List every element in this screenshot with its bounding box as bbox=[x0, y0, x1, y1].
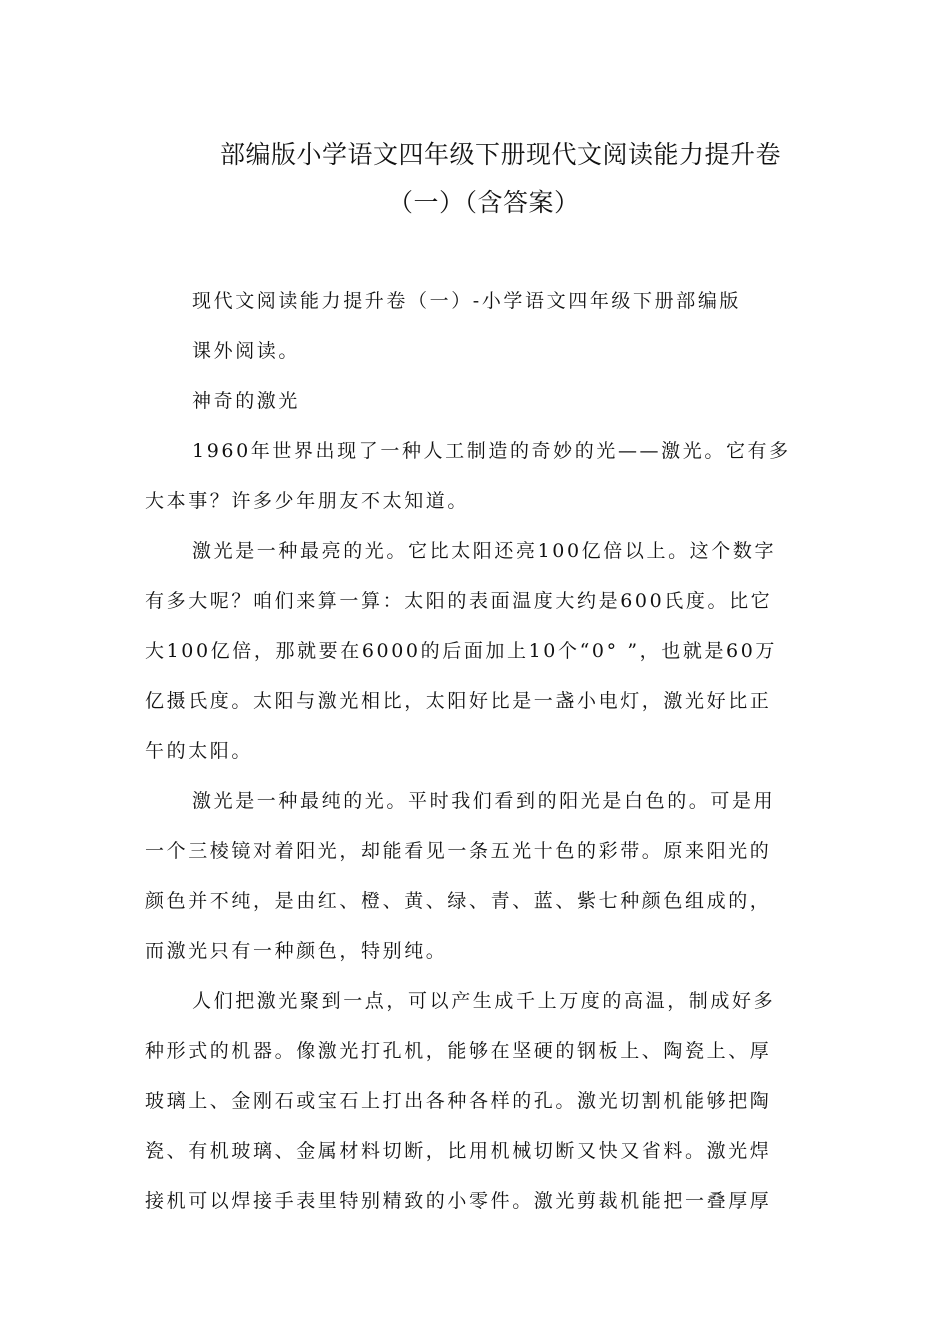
passage-title: 神奇的激光 bbox=[192, 390, 301, 412]
instruction-line: 课外阅读。 bbox=[192, 340, 301, 362]
paragraph-line: 种形式的机器。像激光打孔机，能够在坚硬的钢板上、陶瓷上、厚 bbox=[145, 1040, 772, 1062]
paragraph-line: 有多大呢？咱们来算一算：太阳的表面温度大约是600氏度。比它 bbox=[145, 590, 773, 612]
paragraph-line: 玻璃上、金刚石或宝石上打出各种各样的孔。激光切割机能够把陶 bbox=[145, 1090, 772, 1112]
paragraph-line: 激光是一种最亮的光。它比太阳还亮100亿倍以上。这个数字 bbox=[192, 540, 777, 562]
paragraph-line: 颜色并不纯，是由红、橙、黄、绿、青、蓝、紫七种颜色组成的， bbox=[145, 890, 772, 912]
intro-line: 现代文阅读能力提升卷（一）-小学语文四年级下册部编版 bbox=[192, 290, 742, 312]
paragraph-line: 接机可以焊接手表里特别精致的小零件。激光剪裁机能把一叠厚厚 bbox=[145, 1190, 772, 1212]
paragraph-line: 激光是一种最纯的光。平时我们看到的阳光是白色的。可是用 bbox=[192, 790, 776, 812]
paragraph-line: 瓷、有机玻璃、金属材料切断，比用机械切断又快又省料。激光焊 bbox=[145, 1140, 772, 1162]
paragraph-line: 一个三棱镜对着阳光，却能看见一条五光十色的彩带。原来阳光的 bbox=[145, 840, 772, 862]
paragraph-line: 大100亿倍，那就要在6000的后面加上10个“0° ”，也就是60万 bbox=[145, 640, 778, 662]
document-subtitle: （一）（含答案） bbox=[388, 188, 580, 217]
paragraph-line: 而激光只有一种颜色，特别纯。 bbox=[145, 940, 448, 962]
paragraph-line: 大本事？许多少年朋友不太知道。 bbox=[145, 490, 470, 512]
paragraph-line: 人们把激光聚到一点，可以产生成千上万度的高温，制成好多 bbox=[192, 990, 776, 1012]
paragraph-line: 亿摄氏度。太阳与激光相比，太阳好比是一盏小电灯，激光好比正 bbox=[145, 690, 772, 712]
document-title: 部编版小学语文四年级下册现代文阅读能力提升卷 bbox=[220, 140, 782, 169]
paragraph-line: 午的太阳。 bbox=[145, 740, 254, 762]
paragraph-line: 1960年世界出现了一种人工制造的奇妙的光——激光。它有多 bbox=[192, 440, 791, 462]
